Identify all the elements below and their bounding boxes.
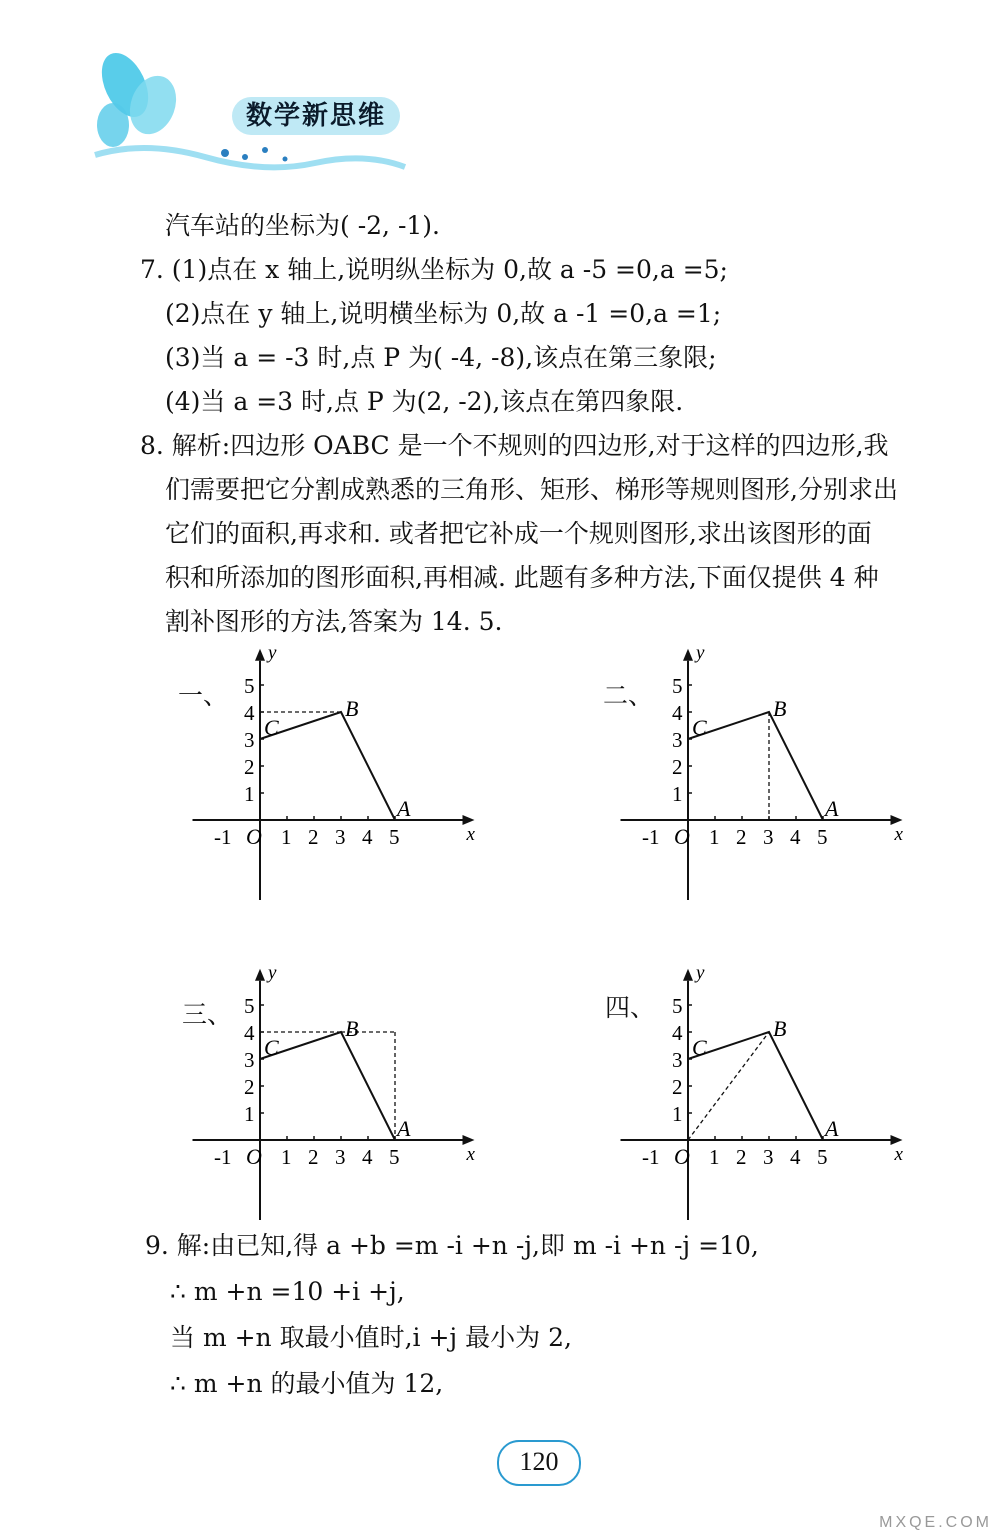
- y-tick-label: 2: [244, 755, 255, 779]
- header-title: 数学新思维: [232, 97, 400, 135]
- figure-label: 三、: [182, 1000, 233, 1029]
- origin-label: O: [674, 824, 690, 849]
- y-axis-arrow: [255, 969, 265, 981]
- x-tick-label-negative: -1: [642, 1145, 660, 1169]
- x-axis-label: x: [466, 1144, 475, 1165]
- x-tick-label: 1: [709, 1145, 720, 1169]
- y-tick-label: 1: [244, 782, 255, 806]
- watermark: MXQE.COM: [879, 1514, 992, 1531]
- y-axis-label: y: [268, 962, 277, 984]
- text-line: 当 m +n 取最小值时,i +j 最小为 2,: [170, 1323, 572, 1352]
- y-axis-arrow: [255, 649, 265, 661]
- text-line: 汽车站的坐标为( -2, -1).: [165, 211, 441, 240]
- text-line: 7. (1)点在 x 轴上,说明纵坐标为 0,故 a -5 =0,a =5;: [140, 255, 728, 284]
- x-tick-label: 4: [362, 825, 373, 849]
- x-tick-label: 2: [736, 825, 747, 849]
- x-tick-label: 3: [763, 1145, 774, 1169]
- origin-label: O: [246, 1144, 262, 1169]
- y-tick-label: 1: [672, 1102, 683, 1126]
- point-label-a: A: [825, 1116, 839, 1141]
- x-tick-label: 4: [790, 1145, 801, 1169]
- x-tick-label: 2: [736, 1145, 747, 1169]
- figure-svg: [180, 642, 480, 905]
- y-tick-label: 3: [244, 1048, 255, 1072]
- y-tick-label: 4: [244, 1021, 255, 1045]
- quadrilateral-edges: [260, 712, 395, 820]
- y-tick-label: 1: [244, 1102, 255, 1126]
- text-line: (3)当 a = -3 时,点 P 为( -4, -8),该点在第三象限;: [165, 343, 717, 372]
- point-label-a: A: [825, 796, 839, 821]
- y-tick-label: 5: [672, 674, 683, 698]
- point-label-b: B: [345, 1016, 359, 1041]
- origin-label: O: [674, 1144, 690, 1169]
- x-tick-label: 3: [335, 1145, 346, 1169]
- text-line: 们需要把它分割成熟悉的三角形、矩形、梯形等规则图形,分别求出: [165, 475, 898, 504]
- point-label-b: B: [345, 696, 359, 721]
- text-line: 9. 解:由已知,得 a +b =m -i +n -j,即 m -i +n -j =10,: [145, 1231, 759, 1260]
- figure-label: 一、: [178, 681, 229, 710]
- x-tick-label: 1: [281, 825, 292, 849]
- y-tick-label: 2: [672, 1075, 683, 1099]
- origin-label: O: [246, 824, 262, 849]
- figure-svg: [608, 642, 908, 905]
- x-tick-label: 4: [790, 825, 801, 849]
- y-tick-label: 4: [672, 701, 683, 725]
- y-tick-label: 3: [672, 728, 683, 752]
- quadrilateral-edges: [688, 712, 823, 820]
- point-label-a: A: [397, 796, 411, 821]
- x-tick-label: 2: [308, 1145, 319, 1169]
- y-tick-label: 4: [244, 701, 255, 725]
- y-axis-label: y: [268, 642, 277, 664]
- figure-svg: [180, 962, 480, 1225]
- y-axis-arrow: [683, 649, 693, 661]
- x-tick-label: 3: [335, 825, 346, 849]
- x-tick-label: 2: [308, 825, 319, 849]
- point-label-b: B: [773, 696, 787, 721]
- x-tick-label: 1: [281, 1145, 292, 1169]
- text-line: 积和所添加的图形面积,再相减. 此题有多种方法,下面仅提供 4 种: [165, 563, 879, 592]
- x-tick-label: 5: [817, 825, 828, 849]
- x-tick-label: 5: [389, 825, 400, 849]
- text-line: (4)当 a =3 时,点 P 为(2, -2),该点在第四象限.: [165, 387, 684, 416]
- point-label-b: B: [773, 1016, 787, 1041]
- point-label-c: C: [264, 715, 279, 740]
- x-axis-label: x: [894, 1144, 903, 1165]
- y-tick-label: 3: [672, 1048, 683, 1072]
- coordinate-figure: [608, 642, 908, 909]
- coordinate-figure: [180, 962, 480, 1229]
- x-tick-label: 5: [817, 1145, 828, 1169]
- figure-svg: [608, 962, 908, 1225]
- coordinate-figure: [608, 962, 908, 1229]
- y-tick-label: 2: [672, 755, 683, 779]
- y-axis-label: y: [696, 642, 705, 664]
- y-tick-label: 2: [244, 1075, 255, 1099]
- point-label-c: C: [692, 1035, 707, 1060]
- x-axis-label: x: [466, 824, 475, 845]
- x-tick-label-negative: -1: [214, 1145, 232, 1169]
- text-line: 割补图形的方法,答案为 14. 5.: [165, 607, 503, 636]
- x-tick-label-negative: -1: [642, 825, 660, 849]
- y-tick-label: 5: [244, 674, 255, 698]
- quadrilateral-edges: [688, 1032, 823, 1140]
- figure-label: 四、: [605, 993, 656, 1022]
- y-axis-arrow: [683, 969, 693, 981]
- x-tick-label: 1: [709, 825, 720, 849]
- y-tick-label: 4: [672, 1021, 683, 1045]
- y-tick-label: 5: [672, 994, 683, 1018]
- y-tick-label: 1: [672, 782, 683, 806]
- y-axis-label: y: [696, 962, 705, 984]
- point-label-a: A: [397, 1116, 411, 1141]
- text-line: 它们的面积,再求和. 或者把它补成一个规则图形,求出该图形的面: [165, 519, 872, 548]
- x-tick-label: 5: [389, 1145, 400, 1169]
- text-line: (2)点在 y 轴上,说明横坐标为 0,故 a -1 =0,a =1;: [165, 299, 722, 328]
- figure-label: 二、: [603, 681, 654, 710]
- page-number: 120: [497, 1440, 581, 1486]
- x-tick-label-negative: -1: [214, 825, 232, 849]
- point-label-c: C: [264, 1035, 279, 1060]
- x-axis-label: x: [894, 824, 903, 845]
- x-tick-label: 4: [362, 1145, 373, 1169]
- x-tick-label: 3: [763, 825, 774, 849]
- point-label-c: C: [692, 715, 707, 740]
- text-line: ∴ m +n =10 +i +j,: [170, 1277, 405, 1306]
- text-line: 8. 解析:四边形 OABC 是一个不规则的四边形,对于这样的四边形,我: [140, 431, 889, 460]
- quadrilateral-edges: [260, 1032, 395, 1140]
- y-tick-label: 5: [244, 994, 255, 1018]
- coordinate-figure: [180, 642, 480, 909]
- text-line: ∴ m +n 的最小值为 12,: [170, 1369, 444, 1398]
- y-tick-label: 3: [244, 728, 255, 752]
